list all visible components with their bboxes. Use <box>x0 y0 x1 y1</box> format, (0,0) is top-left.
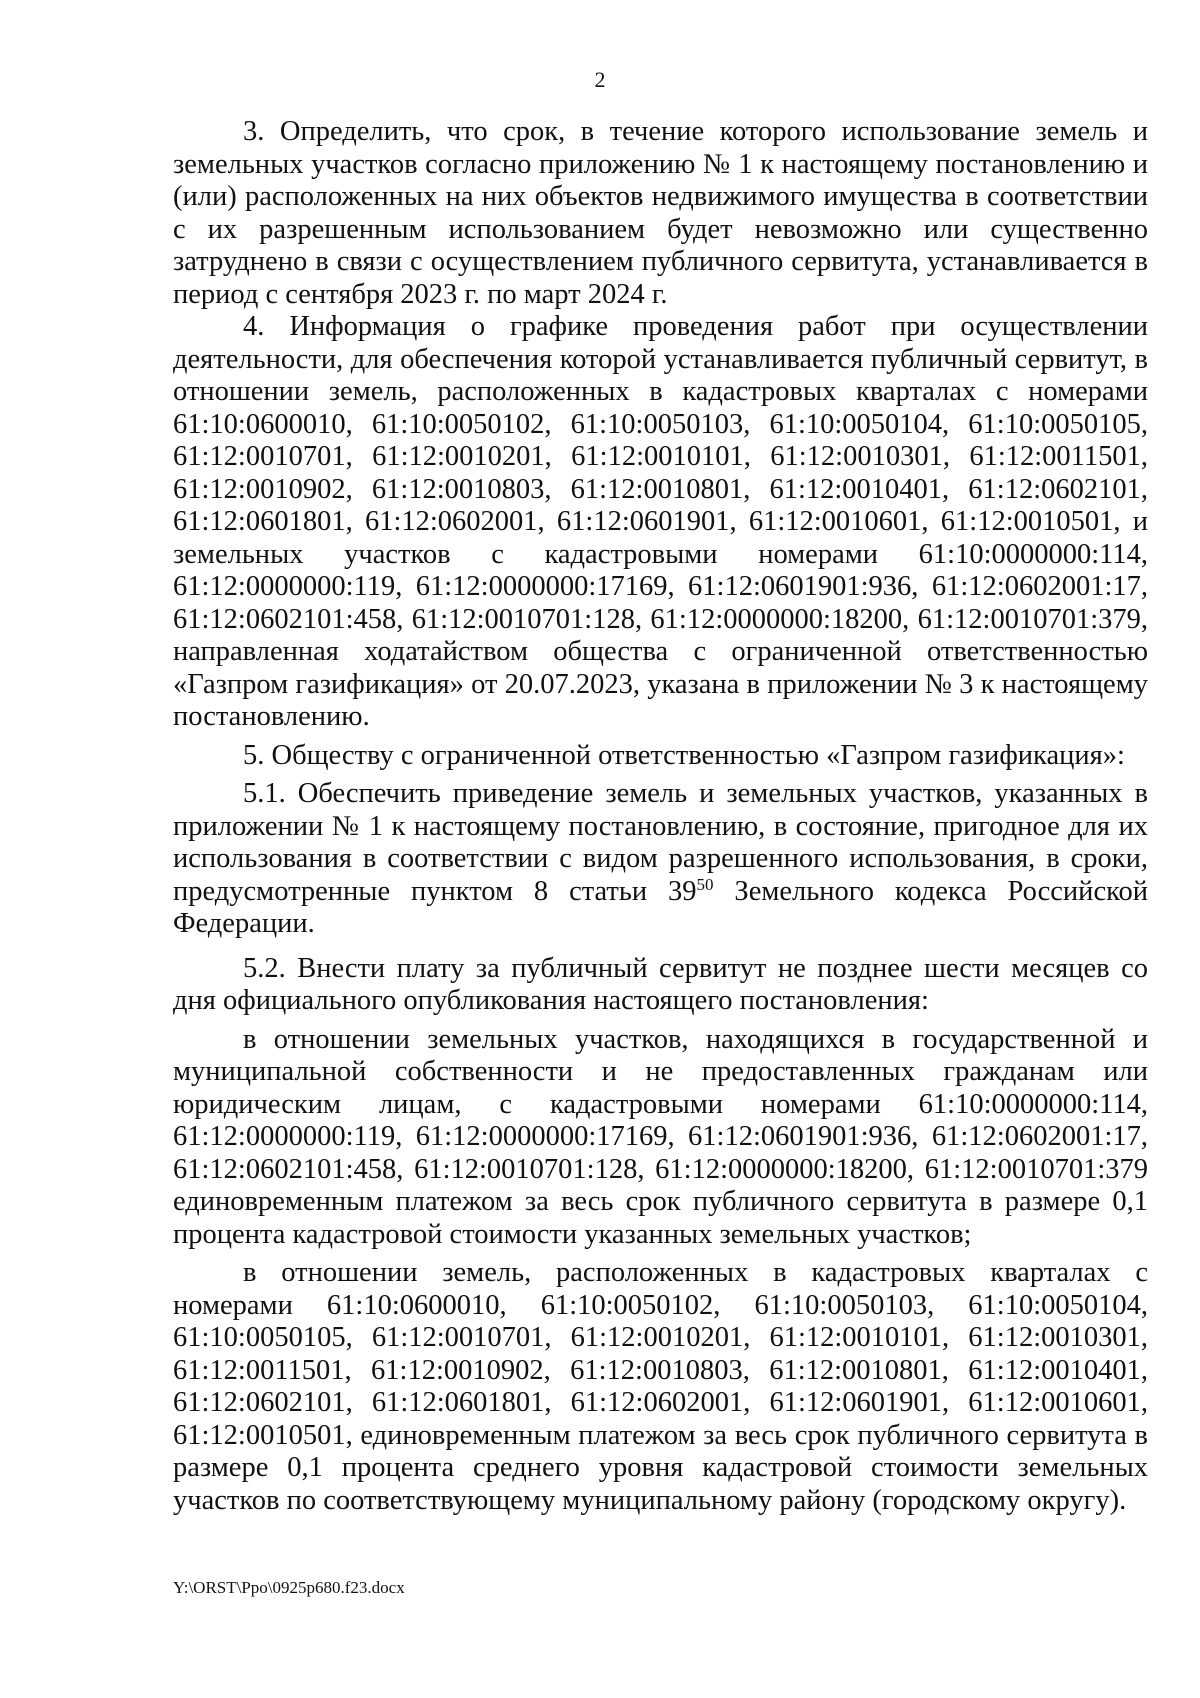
paragraph-5-1-text: 5.1. Обеспечить приведение земель и земельных участков, указанных в приложении № 1 к настоящему постановлению, в состояние, пригодное для их использования в соответствии с видом разрешенного использования, в сроки, предусмотренные пунктом 8 статьи 39 <box>173 778 1148 907</box>
paragraph-5-1-tail: Земельного кодекса Российской Федерации. <box>173 875 1148 939</box>
paragraph-3: 3. Определить, что срок, в течение которого использование земель и земельных участков согласно приложению № 1 к настоящему постановлению и (или) расположенных на них объектов недвижимого имущества в соответствии с их разрешенным использованием будет невозможно или существенно затруднено в связи с осуществлением публичного сервитута, устанавливается в период с сентября 2023 г. по март 2024 г. <box>173 116 1148 310</box>
paragraph-5-2-a: в отношении земельных участков, находящихся в государственной и муниципальной собственности и не предоставленных гражданам или юридическим лицам, с кадастровыми номерами 61:10:0000000:114, 61:12:0000000:119, 61:12:0000000:17169, 61:12:0601901:936, 61:12:0602001:17, 61:12:0602101:458, 61:12:0010701:128, 61:12:0000000:18200, 61:12:0010701:379 единовременным платежом за весь срок публичного сервитута в размере 0,1 процента кадастровой стоимости указанных земельных участков; <box>173 1023 1148 1250</box>
paragraph-4: 4. Информация о графике проведения работ при осуществлении деятельности, для обеспечения которой устанавливается публичный сервитут, в отношении земель, расположенных в кадастровых кварталах с номерами 61:10:0600010, 61:10:0050102, 61:10:0050103, 61:10:0050104, 61:10:0050105, 61:12:0010701, 61:12:0010201, 61:12:0010101, 61:12:0010301, 61:12:0011501, 61:12:0010902, 61:12:0010803, 61:12:0010801, 61:12:0010401, 61:12:0602101, 61:12:0601801, 61:12:0602001, 61:12:0601901, 61:12:0010601, 61:12:0010501, и земельных участков с кадастровыми номерами 61:10:0000000:114, 61:12:0000000:119, 61:12:0000000:17169, 61:12:0601901:936, 61:12:0602001:17, 61:12:0602101:458, 61:12:0010701:128, 61:12:0000000:18200, 61:12:0010701:379, направленная ходатайством общества с ограниченной ответственностью «Газпром газификация» от 20.07.2023, указана в приложении № 3 к настоящему постановлению. <box>173 311 1148 732</box>
paragraph-5-2: 5.2. Внести плату за публичный сервитут не позднее шести месяцев со дня официального опубликования настоящего постановления: <box>173 952 1148 1016</box>
paragraph-5-1 <box>173 778 1148 941</box>
article-superscript: 50 <box>696 874 714 894</box>
page-number: 2 <box>594 67 606 92</box>
paragraph-5: 5. Обществу с ограниченной ответственностью «Газпром газификация»: <box>243 739 1125 771</box>
footer-file-path: Y:\ORST\Ppo\0925p680.f23.docx <box>173 1578 405 1597</box>
document-body <box>173 116 1148 1517</box>
paragraph-5-2-b: в отношении земель, расположенных в кадастровых кварталах с номерами 61:10:0600010, 61:10:0050102, 61:10:0050103, 61:10:0050104, 61:10:0050105, 61:12:0010701, 61:12:0010201, 61:12:0010101, 61:12:0010301, 61:12:0011501, 61:12:0010902, 61:12:0010803, 61:12:0010801, 61:12:0010401, 61:12:0602101, 61:12:0601801, 61:12:0602001, 61:12:0601901, 61:12:0010601, 61:12:0010501, единовременным платежом за весь срок публичного сервитута в размере 0,1 процента среднего уровня кадастровой стоимости земельных участков по соответствующему муниципальному району (городскому округу). <box>173 1257 1148 1516</box>
